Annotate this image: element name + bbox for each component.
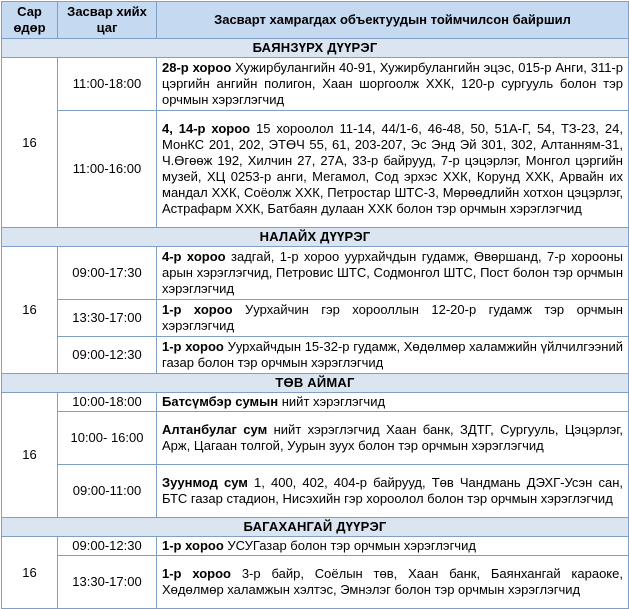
table-row <box>2 556 629 609</box>
time-cell: 13:30-17:00 <box>58 300 157 337</box>
table-header-row <box>2 2 629 39</box>
place-detail: нийт хэрэглэгчид <box>278 394 386 409</box>
place-name: Зуунмод сум <box>162 475 248 490</box>
location-cell <box>157 337 629 374</box>
district-name: НАЛАЙХ ДҮҮРЭГ <box>2 228 629 247</box>
time-cell: 09:00-17:30 <box>58 247 157 300</box>
time-cell: 13:30-17:00 <box>58 556 157 609</box>
place-name: 4-р хороо <box>162 249 226 264</box>
place-detail: УСУГазар болон тэр орчмын хэрэглэгчид <box>223 538 476 553</box>
place-name: 1-р хороо <box>162 566 231 581</box>
table-row <box>2 412 629 465</box>
place-name: 1-р хороо <box>162 538 224 553</box>
place-name: Алтанбулаг сум <box>162 422 268 437</box>
district-name: БАГАХАНГАЙ ДҮҮРЭГ <box>2 518 629 537</box>
time-cell: 11:00-16:00 <box>58 111 157 228</box>
place-detail: Уурхайчин гэр хорооллын 12-20-р гудамж тэр орчмын хэрэглэгчид <box>162 302 623 333</box>
header-location: Засварт хамрагдах объектуудын тоймчилсон байршил <box>157 2 629 39</box>
header-day: Сар өдөр <box>2 2 58 39</box>
place-name: 4, 14-р хороо <box>162 121 251 136</box>
table-row <box>2 247 629 300</box>
district-row-tov-aimag <box>2 374 629 393</box>
district-name: ТӨВ АЙМАГ <box>2 374 629 393</box>
table-row <box>2 465 629 518</box>
location-cell <box>157 300 629 337</box>
location-cell <box>157 412 629 465</box>
place-name: 1-р хороо <box>162 339 224 354</box>
place-detail: 15 хороолол 11-14, 44/1-6, 46-48, 50, 51А-Г, 54, ТЗ-23, 24, МонКС 201, 202, ЭТӨЧ 55, 61, 203-207, Эс Энд Эй 301, 302, Алтанням-31, Ч.Өгөөж 192, Хилчин 27, 27А, 33-р байрууд, 7-р цэцэрлэг, Монгол цэргийн музей, ХЦ 0253-р анги, Мегамол, Сод эрхэс ХХК, Корунд ХХК, Арвайн их мандал ХХК, Соёолж ХХК, Петростар ШТС-3, Мөрөөдлийн хотхон цэцэрлэг, Астрафарм ХХК, Батбаян дулаан ХХК болон тэр орчмын хэрэглэгчид <box>162 121 623 216</box>
location-cell <box>157 111 629 228</box>
district-row-bayanzurkh <box>2 39 629 58</box>
location-cell <box>157 393 629 412</box>
day-cell: 16 <box>2 537 58 609</box>
table-row <box>2 300 629 337</box>
location-cell <box>157 537 629 556</box>
time-cell: 11:00-18:00 <box>58 58 157 111</box>
table-row <box>2 111 629 228</box>
day-cell: 16 <box>2 58 58 228</box>
table-row <box>2 393 629 412</box>
district-name: БАЯНЗҮРХ ДҮҮРЭГ <box>2 39 629 58</box>
location-cell <box>157 247 629 300</box>
day-cell: 16 <box>2 247 58 374</box>
table-row <box>2 337 629 374</box>
time-cell: 10:00-18:00 <box>58 393 157 412</box>
place-detail: 3-р байр, Соёлын төв, Хаан банк, Баянхангай караоке, Хөдөлмөр халамжын хэлтэс, Эмнэлэг болон тэр орчмын хэрэглэгчид <box>162 566 623 597</box>
place-detail: Хужирбулангийн 40-91, Хужирбулангийн эцэс, 015-р Анги, 311-р цэргийн ангийн полигон, Хаан шоргоолж ХХК, 120-р сургууль болон тэр орчмын хэрэглэгчид <box>162 60 623 107</box>
place-name: 1-р хороо <box>162 302 233 317</box>
place-detail: Уурхайчдын 15-32-р гудамж, Хөдөлмөр халамжийн үйлчилгээний газар болон тэр орчмын хэрэглэгчид <box>162 339 623 370</box>
place-name: Батсүмбэр сумын <box>162 394 279 409</box>
time-cell: 09:00-12:30 <box>58 537 157 556</box>
place-detail: 1, 400, 402, 404-р байрууд, Төв Чандмань ДЭХГ-Усэн сан, БТС газар стадион, Нисэхийн гэр хороолол болон тэр орчмын хэрэглэгчид <box>162 475 623 506</box>
time-cell: 10:00- 16:00 <box>58 412 157 465</box>
day-cell: 16 <box>2 393 58 518</box>
place-detail: нийт хэрэглэгчид Хаан банк, ЗДТГ, Сургууль, Цэцэрлэг, Арж, Цагаан толгой, Уурын зуух болон тэр орчмын хэрэглэгчид <box>162 422 623 453</box>
outage-schedule-table <box>1 1 629 609</box>
time-cell: 09:00-12:30 <box>58 337 157 374</box>
place-name: 28-р хороо <box>162 60 232 75</box>
location-cell <box>157 465 629 518</box>
table-row <box>2 537 629 556</box>
table-row <box>2 58 629 111</box>
district-row-bagakhangai <box>2 518 629 537</box>
header-time: Засвар хийх цаг <box>58 2 157 39</box>
time-cell: 09:00-11:00 <box>58 465 157 518</box>
district-row-nalaikh <box>2 228 629 247</box>
location-cell <box>157 556 629 609</box>
place-detail: задгай, 1-р хороо уурхайчдын гудамж, Өвөршанд, 7-р хорооны арын хэрэглэгчид, Петровис ШТС, Содмонгол ШТС, Пост болон тэр орчмын хэрэглэгчид <box>162 249 623 296</box>
location-cell <box>157 58 629 111</box>
